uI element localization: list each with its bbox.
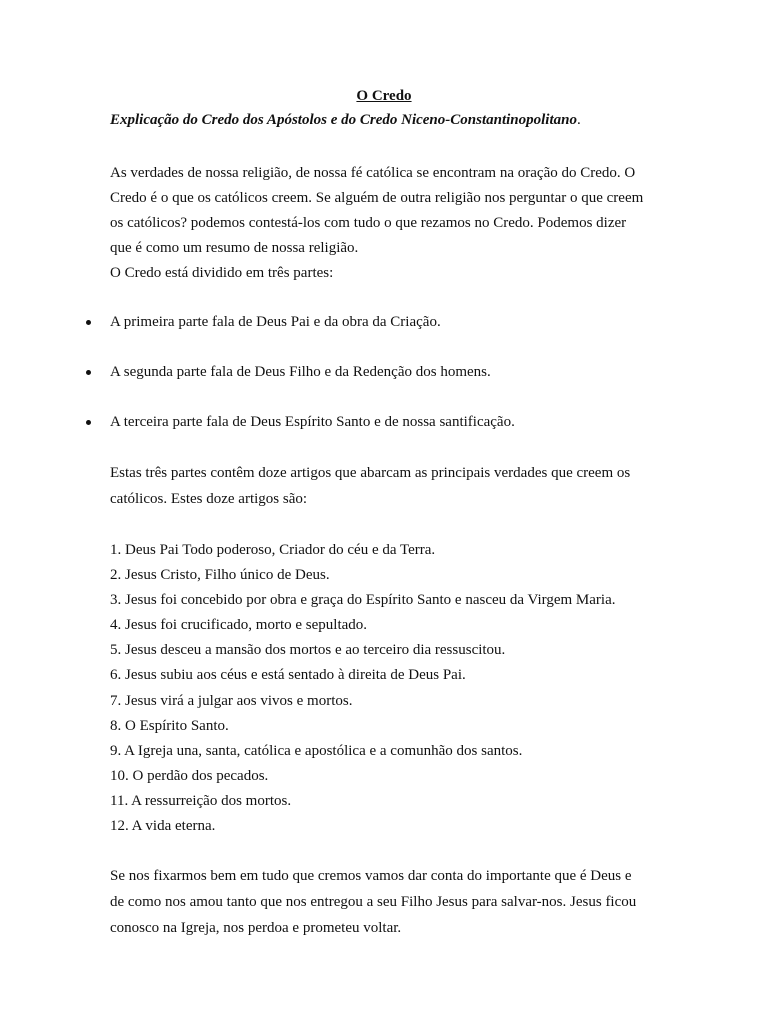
intro-line: os católicos? podemos contestá-los com tudo o que rezamos no Credo. Podemos dizer: [110, 215, 627, 231]
list-item: 4. Jesus foi crucificado, morto e sepultado.: [110, 617, 368, 634]
bullet-item: A terceira parte fala de Deus Espírito Santo e de nossa santificação.: [110, 414, 515, 430]
intro-line: As verdades de nossa religião, de nossa fé católica se encontram na oração do Credo. O: [110, 165, 636, 181]
list-item: 3. Jesus foi concebido por obra e graça do Espírito Santo e nasceu da Virgem Maria.: [110, 592, 616, 609]
paragraph-line: Estas três partes contêm doze artigos que abarcam as principais verdades que creem os: [110, 465, 631, 481]
paragraph-line: de como nos amou tanto que nos entregou a seu Filho Jesus para salvar-nos. Jesus ficou: [110, 894, 637, 910]
paragraph-line: católicos. Estes doze artigos são:: [110, 491, 308, 507]
intro-line: O Credo está dividido em três partes:: [110, 265, 334, 281]
list-item: 8. O Espírito Santo.: [110, 717, 229, 734]
list-item: 12. A vida eterna.: [110, 818, 216, 835]
intro-paragraph: [110, 161, 660, 286]
bullet-icon: [86, 370, 91, 375]
bullet-icon: [86, 420, 91, 425]
subtitle-period: .: [576, 112, 581, 128]
articles-list: [110, 538, 660, 839]
closing-paragraph: [110, 863, 660, 941]
paragraph-line: Se nos fixarmos bem em tudo que cremos vamos dar conta do importante que é Deus e: [110, 868, 632, 884]
paragraph-line: conosco na Igreja, nos perdoa e prometeu voltar.: [110, 920, 402, 936]
list-item: 9. A Igreja una, santa, católica e apostólica e a comunhão dos santos.: [110, 742, 523, 759]
list-item: 2. Jesus Cristo, Filho único de Deus.: [110, 567, 330, 584]
intro-line: que é como um resumo de nossa religião.: [110, 240, 359, 256]
bullet-item: A segunda parte fala de Deus Filho e da Redenção dos homens.: [110, 364, 491, 380]
document-subtitle: [110, 110, 581, 130]
list-item: 1. Deus Pai Todo poderoso, Criador do céu e da Terra.: [110, 542, 436, 558]
document-title: O Credo: [356, 88, 412, 104]
articles-intro-paragraph: [110, 460, 660, 512]
bullet-icon: [86, 320, 91, 325]
list-item: 7. Jesus virá a julgar aos vivos e mortos.: [110, 692, 353, 709]
list-item: 6. Jesus subiu aos céus e está sentado à direita de Deus Pai.: [110, 667, 466, 684]
intro-line: Credo é o que os católicos creem. Se alguém de outra religião nos perguntar o que creem: [110, 190, 644, 206]
subtitle-text: Explicação do Credo dos Apóstolos e do Credo Niceno-Constantinopolitano: [110, 112, 577, 128]
bullet-item: A primeira parte fala de Deus Pai e da obra da Criação.: [110, 314, 441, 330]
list-item: 5. Jesus desceu a mansão dos mortos e ao terceiro dia ressuscitou.: [110, 642, 506, 659]
list-item: 11. A ressurreição dos mortos.: [110, 792, 292, 809]
list-item: 10. O perdão dos pecados.: [110, 767, 269, 784]
